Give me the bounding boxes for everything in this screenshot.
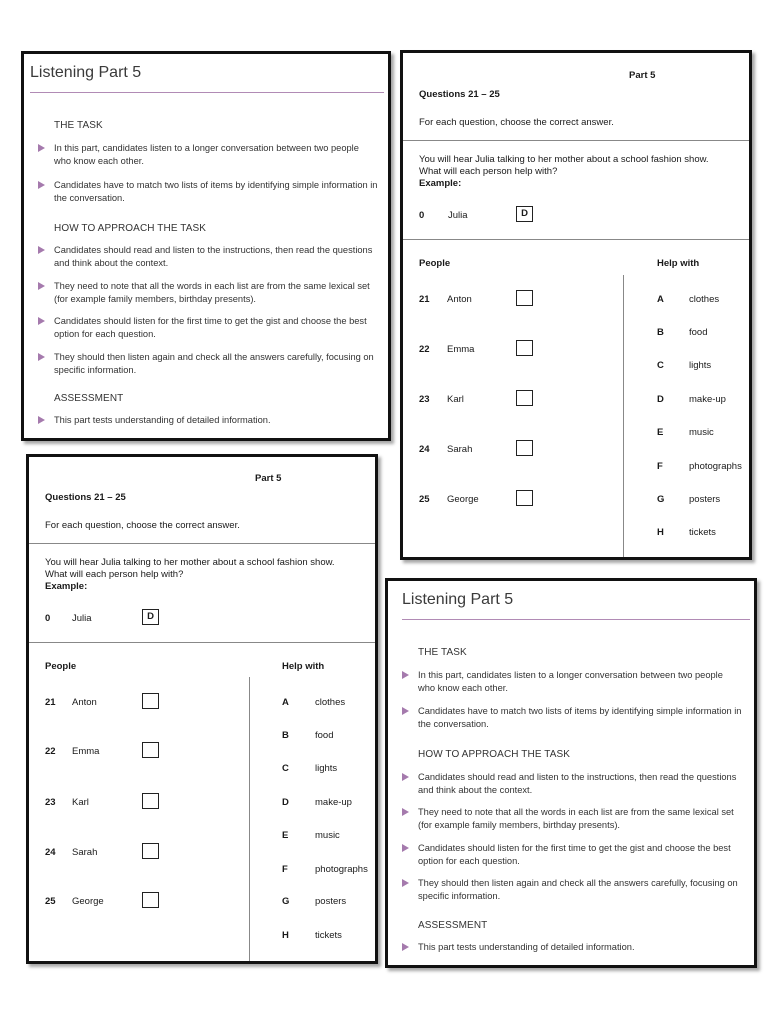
divider [29,543,375,544]
listening-info-card-top [21,51,391,441]
approach-bullet-4: They should then listen again and check all the answers carefully, focusing on specific information. [402,877,742,903]
example-label: Example: [45,581,88,592]
info-title: Listening Part 5 [402,591,514,608]
answer-box-25[interactable] [516,490,533,506]
divider [403,140,749,141]
option-letter: A [282,697,289,708]
person-number: 22 [45,746,56,757]
question-card-top [400,50,752,560]
bullet-triangle-icon [38,416,45,424]
help-heading: Help with [282,661,325,672]
option-letter: H [657,527,664,538]
person-name: Karl [72,797,89,808]
option-letter: D [282,797,289,808]
info-title: Listening Part 5 [30,64,142,81]
assessment-heading: ASSESSMENT [54,393,124,404]
bullet-triangle-icon [402,879,409,887]
option-text: food [315,730,334,741]
title-divider [30,92,384,93]
example-name: Julia [448,210,468,221]
task-bullet-1: In this part, candidates listen to a longer conversation between two people who know each other. [38,142,378,168]
bullet-triangle-icon [402,844,409,852]
approach-bullet-1: Candidates should read and listen to the instructions, then read the questions and think about the context. [38,244,378,270]
option-text: posters [689,494,721,505]
option-text: posters [315,896,347,907]
people-heading: People [45,661,77,672]
person-name: Sarah [72,847,98,858]
option-letter: A [657,294,664,305]
option-letter: H [282,930,289,941]
option-letter: E [282,830,289,841]
part-label: Part 5 [629,70,656,81]
bullet-triangle-icon [402,707,409,715]
person-number: 21 [45,697,56,708]
option-letter: C [282,763,289,774]
title-divider [402,619,750,620]
person-number: 25 [45,896,56,907]
context-line-2: What will each person help with? [45,569,184,580]
option-letter: E [657,427,664,438]
option-text: lights [689,360,712,371]
option-text: photographs [315,864,368,875]
answer-box-24[interactable] [142,843,159,859]
answer-box-25[interactable] [142,892,159,908]
person-number: 25 [419,494,430,505]
person-name: Emma [72,746,100,757]
option-letter: D [657,394,664,405]
person-name: Karl [447,394,464,405]
column-divider [249,677,250,963]
task-heading: THE TASK [418,647,467,658]
person-number: 24 [45,847,56,858]
option-letter: F [657,461,663,472]
instruction-text: For each question, choose the correct answer. [45,520,240,531]
divider [29,642,375,643]
example-answer-box: D [142,609,159,625]
option-text: food [689,327,708,338]
person-name: Anton [72,697,97,708]
context-line-2: What will each person help with? [419,166,558,177]
question-card-bottom [26,454,378,964]
approach-bullet-4: They should then listen again and check all the answers carefully, focusing on specific information. [38,351,378,377]
task-bullet-2: Candidates have to match two lists of items by identifying simple information in the conversation. [38,179,378,205]
questions-label: Questions 21 – 25 [45,492,126,503]
option-letter: B [282,730,289,741]
answer-box-24[interactable] [516,440,533,456]
questions-label: Questions 21 – 25 [419,89,500,100]
option-text: lights [315,763,338,774]
option-text: make-up [315,797,352,808]
example-answer-box: D [516,206,533,222]
bullet-triangle-icon [38,282,45,290]
option-letter: C [657,360,664,371]
bullet-triangle-icon [402,808,409,816]
instruction-text: For each question, choose the correct answer. [419,117,614,128]
person-name: Anton [447,294,472,305]
approach-bullet-2: They need to note that all the words in each list are from the same lexical set (for example family members, birthday presents). [402,806,742,832]
context-line-1: You will hear Julia talking to her mother about a school fashion show. [419,154,709,165]
bullet-triangle-icon [402,671,409,679]
bullet-triangle-icon [38,246,45,254]
person-name: George [447,494,479,505]
example-number: 0 [419,210,425,221]
task-heading: THE TASK [54,120,103,131]
approach-heading: HOW TO APPROACH THE TASK [418,749,571,760]
bullet-triangle-icon [38,144,45,152]
bullet-triangle-icon [402,943,409,951]
option-text: tickets [315,930,342,941]
example-number: 0 [45,613,51,624]
option-text: make-up [689,394,726,405]
person-number: 23 [45,797,56,808]
assessment-bullet-1: This part tests understanding of detailed information. [38,414,378,427]
answer-box-21[interactable] [516,290,533,306]
context-line-1: You will hear Julia talking to her mother about a school fashion show. [45,557,335,568]
answer-box-23[interactable] [516,390,533,406]
person-number: 24 [419,444,430,455]
option-text: clothes [315,697,346,708]
task-bullet-1: In this part, candidates listen to a longer conversation between two people who know each other. [402,669,742,695]
person-name: George [72,896,104,907]
option-text: music [689,427,714,438]
approach-heading: HOW TO APPROACH THE TASK [54,223,207,234]
people-heading: People [419,258,451,269]
bullet-triangle-icon [38,353,45,361]
assessment-bullet-1: This part tests understanding of detailed information. [402,941,742,954]
bullet-triangle-icon [38,181,45,189]
person-name: Sarah [447,444,473,455]
part-label: Part 5 [255,473,282,484]
option-letter: G [282,896,290,907]
divider [403,239,749,240]
person-number: 23 [419,394,430,405]
approach-bullet-3: Candidates should listen for the first time to get the gist and choose the best option for each question. [402,842,742,868]
approach-bullet-2: They need to note that all the words in each list are from the same lexical set (for example family members, birthday presents). [38,280,378,306]
answer-box-22[interactable] [142,742,159,758]
person-number: 22 [419,344,430,355]
person-name: Emma [447,344,475,355]
option-text: tickets [689,527,716,538]
approach-bullet-1: Candidates should read and listen to the instructions, then read the questions and think about the context. [402,771,742,797]
answer-box-21[interactable] [142,693,159,709]
person-number: 21 [419,294,430,305]
example-name: Julia [72,613,92,624]
answer-box-22[interactable] [516,340,533,356]
answer-box-23[interactable] [142,793,159,809]
option-text: music [315,830,340,841]
bullet-triangle-icon [38,317,45,325]
approach-bullet-3: Candidates should listen for the first time to get the gist and choose the best option for each question. [38,315,378,341]
option-text: photographs [689,461,742,472]
column-divider [623,275,624,557]
assessment-heading: ASSESSMENT [418,920,488,931]
bullet-triangle-icon [402,773,409,781]
option-letter: B [657,327,664,338]
example-label: Example: [419,178,462,189]
listening-info-card-bottom [385,578,757,968]
option-letter: F [282,864,288,875]
task-bullet-2: Candidates have to match two lists of items by identifying simple information in the conversation. [402,705,742,731]
option-letter: G [657,494,665,505]
option-text: clothes [689,294,720,305]
help-heading: Help with [657,258,700,269]
